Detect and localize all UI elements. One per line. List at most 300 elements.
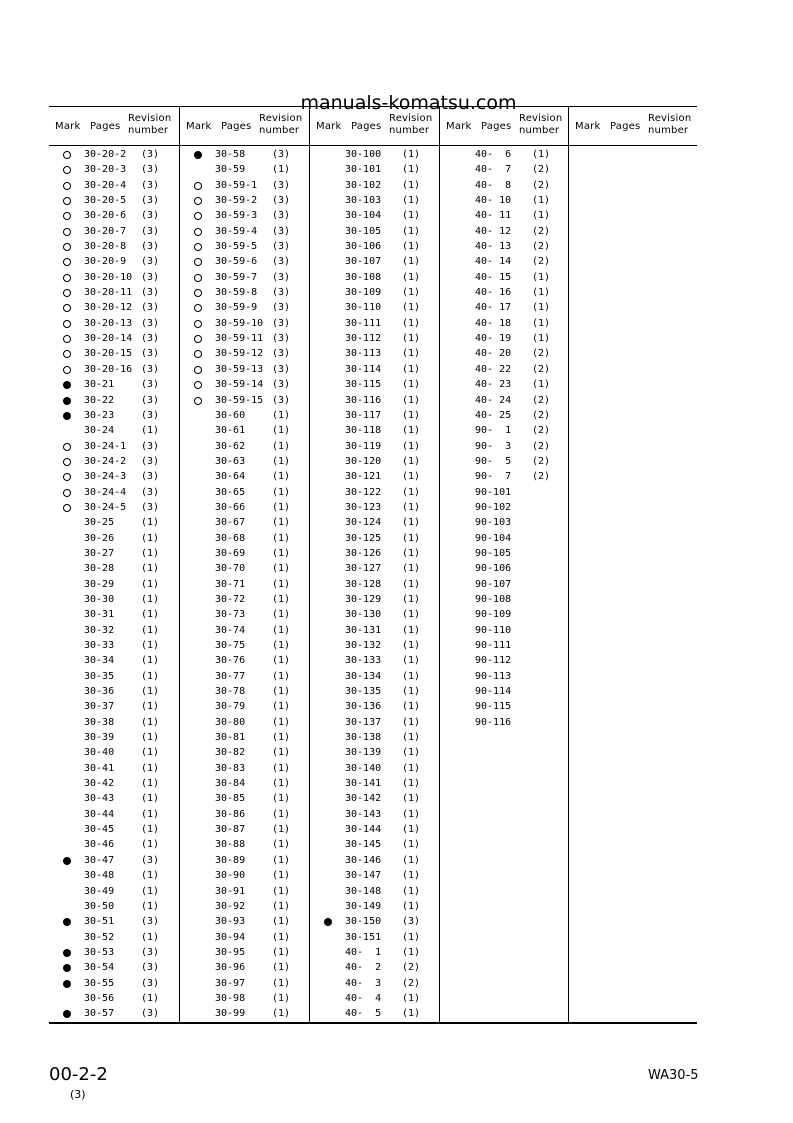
page-cell: 30-59-6: [215, 256, 258, 268]
page-cell: 30-124: [345, 517, 382, 529]
revision-cell: (1): [272, 778, 291, 790]
page-cell: 30-88: [215, 839, 246, 851]
table-row: [440, 485, 569, 500]
table-row: [310, 899, 439, 914]
table-row: [49, 439, 179, 454]
table-row: [310, 546, 439, 561]
revision-cell: (3): [272, 317, 291, 329]
table-row: [440, 623, 569, 638]
page-cell: 30-20-4: [84, 179, 127, 191]
page-cell: 30-69: [215, 547, 246, 559]
page-cell: 30-132: [345, 640, 382, 651]
table-row: [180, 745, 309, 760]
revision-cell: (3): [141, 962, 160, 974]
revision-cell: (1): [141, 732, 160, 744]
page-cell: 40- 23: [475, 379, 512, 391]
table-row: [49, 960, 179, 975]
table-row: [440, 469, 569, 484]
page-cell: 30-150: [345, 916, 382, 928]
table-row: [180, 346, 309, 361]
open-circle-icon: [194, 289, 202, 297]
revision-cell: (3): [141, 946, 160, 958]
revision-cell: (1): [402, 931, 421, 943]
page-cell: 30-53: [84, 946, 115, 958]
table-row: [310, 208, 439, 223]
open-circle-icon: [194, 197, 202, 205]
table-row: [180, 254, 309, 269]
revision-cell: (3): [141, 501, 160, 513]
page-cell: 90- 1: [475, 425, 512, 437]
revision-cell: (1): [272, 547, 291, 559]
page-cell: 30-38: [84, 716, 115, 728]
column-rows: [440, 147, 569, 730]
revision-cell: (2): [532, 348, 551, 360]
table-row: [49, 945, 179, 960]
table-row: [310, 807, 439, 822]
open-circle-icon: [63, 166, 71, 174]
page-cell: 30-138: [345, 732, 382, 744]
filled-circle-icon: [63, 980, 71, 988]
revision-cell: (3): [141, 348, 160, 360]
revision-cell: (1): [402, 149, 421, 160]
table-row: [180, 684, 309, 699]
revision-cell: (1): [141, 532, 160, 544]
page-cell: 30-139: [345, 747, 382, 759]
page-cell: 30-20-5: [84, 195, 127, 207]
header-revision: Revision number: [519, 113, 563, 136]
revision-cell: (1): [402, 640, 421, 651]
revision-cell: (1): [402, 593, 421, 605]
page-cell: 90-114: [475, 686, 512, 698]
page-cell: 30-79: [215, 701, 246, 713]
open-circle-icon: [63, 350, 71, 358]
revision-cell: (1): [272, 946, 291, 958]
revision-cell: (1): [141, 655, 160, 667]
revision-cell: (2): [532, 225, 551, 237]
table-row: [180, 408, 309, 423]
revision-cell: (3): [141, 149, 160, 160]
page-cell: 30-59-5: [215, 241, 258, 253]
revision-cell: (3): [141, 471, 160, 483]
table-row: [180, 531, 309, 546]
revision-cell: (1): [402, 225, 421, 237]
table-row: [180, 423, 309, 438]
page-cell: 30-23: [84, 409, 115, 421]
table-row: [49, 868, 179, 883]
open-circle-icon: [194, 350, 202, 358]
table-row: [49, 331, 179, 346]
table-row: [180, 853, 309, 868]
page-cell: 30-57: [84, 1008, 115, 1020]
page-cell: 30-76: [215, 655, 246, 667]
revision-cell: (1): [141, 563, 160, 575]
header-revision: Revision number: [259, 113, 303, 136]
page-cell: 30-34: [84, 655, 115, 667]
column-rows: [180, 147, 309, 1022]
revision-cell: (1): [272, 762, 291, 774]
revision-cell: (1): [272, 609, 291, 621]
table-row: [49, 193, 179, 208]
revision-cell: (1): [141, 716, 160, 728]
page-cell: 30-59-10: [215, 317, 264, 329]
page-cell: 40- 3: [345, 977, 382, 989]
page-cell: 30-130: [345, 609, 382, 621]
page-cell: 30-81: [215, 732, 246, 744]
page-cell: 30-52: [84, 931, 115, 943]
open-circle-icon: [194, 366, 202, 374]
page-cell: 30-140: [345, 762, 382, 774]
revision-cell: (1): [532, 379, 551, 391]
open-circle-icon: [194, 212, 202, 220]
filled-circle-icon: [63, 964, 71, 972]
revision-cell: (1): [272, 716, 291, 728]
page-cell: 30-60: [215, 409, 246, 421]
page-cell: 30-70: [215, 563, 246, 575]
page-cell: 90-115: [475, 701, 512, 713]
page-cell: 30-95: [215, 946, 246, 958]
table-row: [49, 730, 179, 745]
table-row: [180, 162, 309, 177]
page-cell: 90-112: [475, 655, 512, 667]
revision-cell: (1): [272, 747, 291, 759]
page-cell: 30-103: [345, 195, 382, 207]
page-cell: 30-50: [84, 900, 115, 912]
revision-cell: (1): [272, 686, 291, 698]
revision-cell: (1): [141, 670, 160, 682]
table-row: [310, 408, 439, 423]
table-column: [439, 107, 569, 1022]
revision-cell: (1): [272, 486, 291, 498]
page-cell: 30-137: [345, 716, 382, 728]
table-row: [310, 285, 439, 300]
open-circle-icon: [63, 504, 71, 512]
page-cell: 30-128: [345, 578, 382, 590]
page-cell: 90-116: [475, 716, 512, 728]
page-cell: 30-92: [215, 900, 246, 912]
page-cell: 30-68: [215, 532, 246, 544]
page-cell: 30-41: [84, 762, 115, 774]
page-cell: 30-20-15: [84, 348, 133, 360]
revision-cell: (3): [272, 271, 291, 283]
revision-cell: (1): [402, 256, 421, 268]
filled-circle-icon: [63, 857, 71, 865]
page-cell: 30-44: [84, 808, 115, 820]
page-cell: 30-51: [84, 916, 115, 928]
table-row: [440, 561, 569, 576]
table-row: [310, 254, 439, 269]
revision-cell: (3): [141, 1008, 160, 1020]
page-cell: 30-21: [84, 379, 115, 391]
table-row: [440, 224, 569, 239]
revision-cell: (1): [532, 287, 551, 299]
open-circle-icon: [63, 274, 71, 282]
table-row: [49, 715, 179, 730]
revision-cell: (1): [402, 195, 421, 207]
page-cell: 40- 18: [475, 317, 512, 329]
page-cell: 30-107: [345, 256, 382, 268]
page-cell: 30-127: [345, 563, 382, 575]
page-cell: 40- 5: [345, 1008, 382, 1020]
revision-cell: (1): [141, 624, 160, 636]
column-rows: [310, 147, 439, 1022]
table-row: [180, 208, 309, 223]
table-row: [49, 408, 179, 423]
table-row: [180, 546, 309, 561]
revision-cell: (1): [532, 195, 551, 207]
page-cell: 90-107: [475, 578, 512, 590]
table-row: [49, 546, 179, 561]
table-row: [180, 500, 309, 515]
column-header: [440, 107, 569, 146]
page-cell: 30-59-4: [215, 225, 258, 237]
revision-cell: (3): [272, 179, 291, 191]
table-row: [310, 147, 439, 162]
revision-cell: (1): [402, 547, 421, 559]
table-row: [49, 423, 179, 438]
revision-cell: (2): [532, 425, 551, 437]
table-row: [310, 331, 439, 346]
table-row: [180, 485, 309, 500]
table-row: [49, 147, 179, 162]
page-cell: 30-116: [345, 394, 382, 406]
revision-cell: (1): [402, 992, 421, 1004]
open-circle-icon: [63, 473, 71, 481]
table-row: [440, 300, 569, 315]
page-cell: 30-91: [215, 885, 246, 897]
revision-cell: (1): [272, 563, 291, 575]
revision-cell: (1): [272, 1008, 291, 1020]
page-cell: 30-20-14: [84, 333, 133, 345]
table-row: [310, 515, 439, 530]
page-cell: 30-59: [215, 164, 246, 176]
column-header: [310, 107, 439, 146]
revision-cell: (1): [272, 425, 291, 437]
open-circle-icon: [194, 274, 202, 282]
table-row: [440, 423, 569, 438]
column-header: [180, 107, 309, 146]
revision-cell: (1): [272, 962, 291, 974]
revision-cell: (1): [532, 271, 551, 283]
revision-cell: (1): [141, 900, 160, 912]
table-row: [180, 439, 309, 454]
revision-cell: (1): [402, 271, 421, 283]
table-row: [180, 791, 309, 806]
page-cell: 90- 7: [475, 471, 512, 483]
page-cell: 30-67: [215, 517, 246, 529]
table-row: [180, 193, 309, 208]
table-row: [310, 454, 439, 469]
table-row: [49, 485, 179, 500]
header-pages: Pages: [351, 121, 382, 132]
table-row: [49, 531, 179, 546]
revision-cell: (1): [141, 931, 160, 943]
page-cell: 30-62: [215, 440, 246, 452]
revision-cell: (1): [402, 363, 421, 375]
revision-cell: (1): [402, 885, 421, 897]
revision-cell: (1): [402, 517, 421, 529]
open-circle-icon: [194, 258, 202, 266]
table-row: [180, 776, 309, 791]
table-row: [180, 930, 309, 945]
page-cell: 40- 4: [345, 992, 382, 1004]
page-cell: 90-104: [475, 532, 512, 544]
revision-cell: (1): [141, 640, 160, 651]
page-cell: 30-111: [345, 317, 382, 329]
table-row: [180, 884, 309, 899]
table-row: [180, 960, 309, 975]
revision-cell: (1): [141, 762, 160, 774]
header-mark: Mark: [186, 121, 212, 132]
table-row: [180, 239, 309, 254]
table-row: [49, 822, 179, 837]
table-row: [440, 577, 569, 592]
revision-cell: (3): [272, 333, 291, 345]
revision-cell: (1): [141, 808, 160, 820]
page-cell: 30-85: [215, 793, 246, 805]
page-cell: 90-109: [475, 609, 512, 621]
filled-circle-icon: [63, 412, 71, 420]
page-cell: 90-113: [475, 670, 512, 682]
revision-cell: (1): [402, 732, 421, 744]
page-cell: 90-105: [475, 547, 512, 559]
page-cell: 30-59-8: [215, 287, 258, 299]
table-row: [310, 346, 439, 361]
filled-circle-icon: [194, 151, 202, 159]
revision-cell: (1): [141, 747, 160, 759]
revision-cell: (3): [141, 225, 160, 237]
page-cell: 30-120: [345, 455, 382, 467]
table-row: [49, 178, 179, 193]
table-row: [310, 423, 439, 438]
table-row: [49, 500, 179, 515]
revision-cell: (1): [272, 517, 291, 529]
page-cell: 30-114: [345, 363, 382, 375]
table-row: [49, 346, 179, 361]
page-cell: 30-104: [345, 210, 382, 222]
open-circle-icon: [194, 304, 202, 312]
revision-cell: (1): [402, 778, 421, 790]
table-row: [180, 469, 309, 484]
page-cell: 30-24-3: [84, 471, 127, 483]
revision-cell: (2): [532, 394, 551, 406]
revision-cell: (3): [272, 348, 291, 360]
table-row: [310, 884, 439, 899]
table-row: [49, 393, 179, 408]
page-cell: 40- 2: [345, 962, 382, 974]
page-cell: 40- 14: [475, 256, 512, 268]
page-cell: 30-20-16: [84, 363, 133, 375]
table-row: [180, 178, 309, 193]
table-row: [440, 592, 569, 607]
page-cell: 30-142: [345, 793, 382, 805]
revision-cell: (1): [141, 701, 160, 713]
page-cell: 30-42: [84, 778, 115, 790]
page-cell: 30-94: [215, 931, 246, 943]
page-cell: 30-147: [345, 870, 382, 882]
table-row: [440, 684, 569, 699]
revision-cell: (3): [272, 379, 291, 391]
revision-cell: (1): [272, 870, 291, 882]
table-row: [49, 837, 179, 852]
table-row: [310, 669, 439, 684]
page-cell: 30-89: [215, 854, 246, 866]
revision-cell: (1): [141, 992, 160, 1004]
page-cell: 30-145: [345, 839, 382, 851]
revision-cell: (1): [532, 149, 551, 160]
page-cell: 30-29: [84, 578, 115, 590]
page-cell: 30-48: [84, 870, 115, 882]
table-column: [309, 107, 439, 1022]
revision-cell: (1): [272, 440, 291, 452]
table-row: [310, 791, 439, 806]
header-revision: Revision number: [648, 113, 692, 136]
table-row: [310, 377, 439, 392]
revision-cell: (1): [141, 839, 160, 851]
filled-circle-icon: [63, 1010, 71, 1018]
table-row: [440, 546, 569, 561]
table-row: [440, 208, 569, 223]
table-row: [440, 162, 569, 177]
revision-cell: (1): [402, 302, 421, 314]
table-row: [49, 454, 179, 469]
page-cell: 40- 12: [475, 225, 512, 237]
page-cell: 30-59-11: [215, 333, 264, 345]
table-row: [310, 469, 439, 484]
page-cell: 30-98: [215, 992, 246, 1004]
open-circle-icon: [63, 197, 71, 205]
page-cell: 90-111: [475, 640, 512, 651]
page-cell: 30-56: [84, 992, 115, 1004]
revision-cell: (1): [402, 563, 421, 575]
revision-cell: (1): [141, 686, 160, 698]
page-cell: 30-135: [345, 686, 382, 698]
page-cell: 40- 24: [475, 394, 512, 406]
page-cell: 30-26: [84, 532, 115, 544]
page-cell: 90-110: [475, 624, 512, 636]
table-row: [180, 837, 309, 852]
table-row: [49, 776, 179, 791]
header-mark: Mark: [446, 121, 472, 132]
table-row: [49, 208, 179, 223]
revision-cell: (2): [532, 455, 551, 467]
page-cell: 30-102: [345, 179, 382, 191]
page-cell: 30-49: [84, 885, 115, 897]
revision-cell: (1): [402, 379, 421, 391]
table-row: [49, 669, 179, 684]
table-row: [49, 607, 179, 622]
table-row: [440, 669, 569, 684]
table-row: [440, 331, 569, 346]
table-row: [49, 930, 179, 945]
page-cell: 30-100: [345, 149, 382, 160]
table-row: [440, 439, 569, 454]
revision-cell: (1): [402, 440, 421, 452]
revision-cell: (1): [272, 532, 291, 544]
table-row: [180, 316, 309, 331]
revision-cell: (3): [141, 210, 160, 222]
table-row: [310, 162, 439, 177]
page-cell: 30-134: [345, 670, 382, 682]
table-row: [49, 914, 179, 929]
table-row: [180, 638, 309, 653]
page-cell: 30-110: [345, 302, 382, 314]
open-circle-icon: [194, 320, 202, 328]
table-row: [310, 761, 439, 776]
table-row: [49, 577, 179, 592]
revision-cell: (2): [532, 471, 551, 483]
page-cell: 30-141: [345, 778, 382, 790]
page-cell: 30-20-2: [84, 149, 127, 160]
